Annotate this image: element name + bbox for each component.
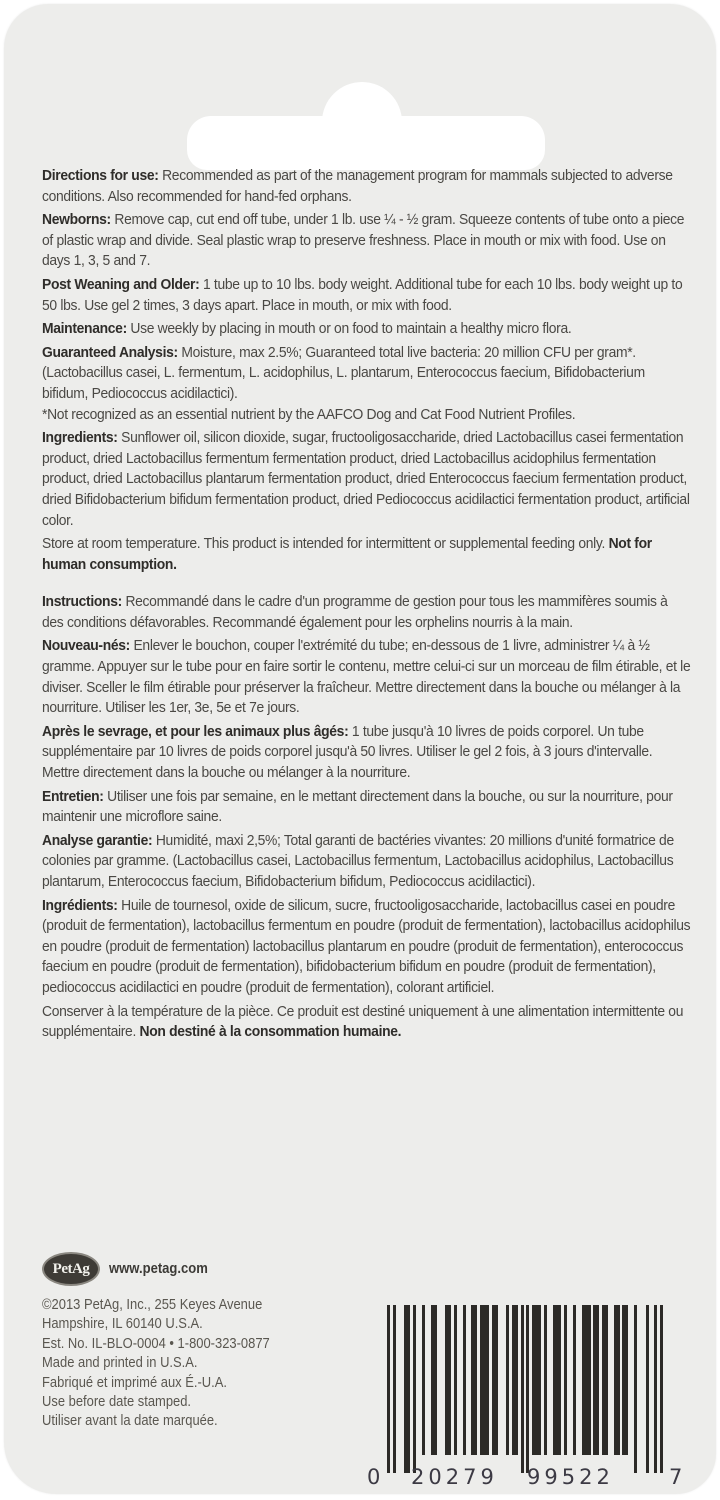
company-address [42,1296,339,1432]
section-heading: Nouveau-nés: [42,637,130,655]
barcode-bar [393,1305,396,1473]
ingredients-paragraph: Ingredients: Sunflower oil, silicon dioxide, sugar, fructooligosaccharide, dried Lactobacillus casei fermentation product, dried Lactobacillus fermentum fermentation product, dried Lactobacillus acidophilus fermentation product, dried Lactobacillus plantarum fermentation product, dried Enterococcus faecium fermentation product, dried Bifidobacterium bifidum fermentation product, dried Pediococcus acidilactici fermentation product, artificial color. [42,429,690,529]
barcode-bar [506,1305,509,1455]
label-text [42,166,691,1046]
barcode-bar [387,1305,390,1473]
section-heading: Newborns: [42,211,111,229]
post-weaning-paragraph: Post Weaning and Older: 1 tube up to 10 lbs. body weight. Additional tube for each 10 lbs. body weight up to 50 lbs. Use gel 2 times, 3 days apart. Place in mouth, or mix with food. [42,275,683,314]
barcode-bar [407,1305,410,1473]
section-heading: Ingrédients: [42,896,118,914]
barcode-bar [433,1305,436,1455]
fr-maintenance-paragraph: Entretien: Utiliser une fois par semaine, en le mettant directement dans la bouche, ou sur la nourriture, pour maintenir une microflore saine. [42,787,673,826]
barcode-bar [538,1305,541,1455]
aafco-footnote: *Not recognized as an essential nutrient by the AAFCO Dog and Cat Food Nutrient Profiles. [42,405,576,423]
barcode-bar [463,1305,466,1455]
barcode-bar [486,1305,489,1455]
section-heading: Ingredients: [42,429,118,447]
fr-storage-paragraph: Conserver à la température de la pièce. Ce produit est destiné uniquement à une alimentation intermittente ou supplémentaire. Non destiné à la consommation humaine. [42,1002,684,1041]
barcode-bar [494,1305,497,1455]
barcode-bar [521,1305,524,1473]
section-heading: Guaranteed Analysis: [42,343,178,361]
origin-line-fr: Fabriqué et imprimé aux É.-U.A. [42,1374,227,1391]
section-heading: Post Weaning and Older: [42,275,200,293]
barcode-bar [634,1305,637,1473]
barcode-left-digits: 20279 [411,1465,498,1489]
barcode-bar [605,1305,608,1455]
copyright-line: ©2013 PetAg, Inc., 255 Keyes Avenue [42,1297,263,1313]
expiry-line-en: Use before date stamped. [42,1394,192,1411]
upc-barcode [365,1305,705,1489]
section-heading: Entretien: [42,787,104,805]
barcode-bar [448,1305,451,1455]
fr-analysis-paragraph: Analyse garantie: Humidité, maxi 2,5%; Total garanti de bactéries vivantes: 20 millions d'unité formatrice de colonies par gramme. (Lactobacillus casei, Lactobacillus fermentum, Lactobacillus acidophilus, Lactobacillus plantarum, Enterococcus faecium, Bifidobacterium bifidum, Pediococcus acidilactici). [42,831,674,890]
fr-instructions-paragraph: Instructions: Recommandé dans le cadre d'un programme de gestion pour tous les mammifères soumis à des conditions défavorables. Recommandé également pour les orphelins nourris à la main. [42,593,668,631]
barcode-bar [660,1305,663,1473]
barcode-bar [454,1305,457,1455]
petag-logo: PetAg [42,1252,100,1286]
section-heading: Après le sevrage, et pour les animaux plus âgés: [42,722,349,740]
fr-newborns-paragraph: Nouveau-nés: Enlever le bouchon, couper l'extrémité du tube; en-dessous de 1 livre, administrer ¼ à ½ gramme. Appuyer sur le tube pour en faire sortir le contenu, mettre celui-ci sur un morceau de film étirable, et le diviser. Sceller le film étirable pour préserver la fraîcheur. Mettre directement dans la bouche ou mélanger à la nourriture. Utiliser les 1er, 3e, 5e et 7e jours. [42,637,691,717]
fr-ingredients-paragraph: Ingrédients: Huile de tournesol, oxide de silicum, sucre, fructooligosaccharide, lactobacillus casei en poudre (produit de fermentation), lactobacillus fermentum en poudre (produit de fermentation), lactobacillus acidophilus en poudre (produit de fermentation) lactobacillus plantarum en poudre (produit de fermentation), enterococcus faecium en poudre (produit de fermentation), bifidobacterium bifidum en poudre (produit de fermentation), pediococcus acidilactici en poudre (produit de fermentation), colorant artificiel. [42,896,691,996]
barcode-bar [646,1305,649,1473]
website-link[interactable]: www.petag.com [109,1261,208,1277]
newborns-paragraph: Newborns: Remove cap, cut end off tube, under 1 lb. use ¼ - ½ gram. Squeeze contents of tube onto a piece of plastic wrap and divide. Seal plastic wrap to preserve freshness. Place in mouth or mix with food. Use on days 1, 3, 5 and 7. [42,211,685,270]
barcode-bar [587,1305,590,1455]
barcode-bar [573,1305,576,1455]
barcode-number-system: 0 [367,1465,385,1489]
barcode-bar [422,1305,425,1455]
section-heading: Instructions: [42,593,122,611]
language-divider [42,578,640,592]
section-heading: Directions for use: [42,167,159,184]
barcode-bar [654,1305,657,1473]
barcode-bar [596,1305,599,1455]
company-footer [42,1250,372,1432]
barcode-bar [564,1305,567,1455]
barcode-check-digit: 7 [669,1465,687,1489]
barcode-bar [413,1305,416,1473]
barcode-right-digits: 99522 [527,1465,614,1489]
barcode-bar [544,1305,547,1455]
barcode-bar [558,1305,561,1455]
barcode-bar [625,1305,628,1455]
section-heading: Analyse garantie: [42,831,153,849]
directions-paragraph: Directions for use: Recommended as part of the management program for mammals subjected to adverse conditions. Also recommended for hand-fed orphans. [42,167,673,205]
storage-paragraph: Store at room temperature. This product is intended for intermittent or supplemental feeding only. Not for human consumption. [42,535,652,573]
origin-line-en: Made and printed in U.S.A. [42,1355,198,1372]
guaranteed-analysis-paragraph: Guaranteed Analysis: Moisture, max 2.5%; Guaranteed total live bacteria: 20 million CFU per gram*. (Lactobacillus casei, L. fermentum, L. acidophilus, L. plantarum, Enterococcus faecium, Bifidobacterium bifidum, Pediococcus acidilactici). [42,343,645,402]
warning-text: Not for human consumption. [42,535,652,573]
barcode-bar [515,1305,518,1455]
address-line: Hampshire, IL 60140 U.S.A. [42,1316,203,1333]
barcode-bar [474,1305,477,1455]
hang-tab-hole [322,82,402,152]
barcode-bars [387,1305,663,1465]
expiry-line-fr: Utiliser avant la date marquée. [42,1413,218,1430]
barcode-bar [617,1305,620,1455]
maintenance-paragraph: Maintenance: Use weekly by placing in mouth or on food to maintain a healthy micro flora. [42,320,572,338]
fr-post-weaning-paragraph: Après le sevrage, et pour les animaux plus âgés: 1 tube jusqu'à 10 livres de poids corporel. Un tube supplémentaire par 10 livres de poids corporel jusqu'à 50 livres. Utiliser le gel 2 fois, à 3 jours d'intervalle. Mettre directement dans la bouche ou mélanger à la nourriture. [42,722,653,782]
section-heading: Maintenance: [42,320,127,338]
brand-row [42,1250,372,1288]
warning-text: Non destiné à la consommation humaine. [139,1023,402,1041]
barcode-bar [526,1305,529,1473]
establishment-phone-line: Est. No. IL-BLO-0004 • 1-800-323-0877 [42,1335,270,1352]
